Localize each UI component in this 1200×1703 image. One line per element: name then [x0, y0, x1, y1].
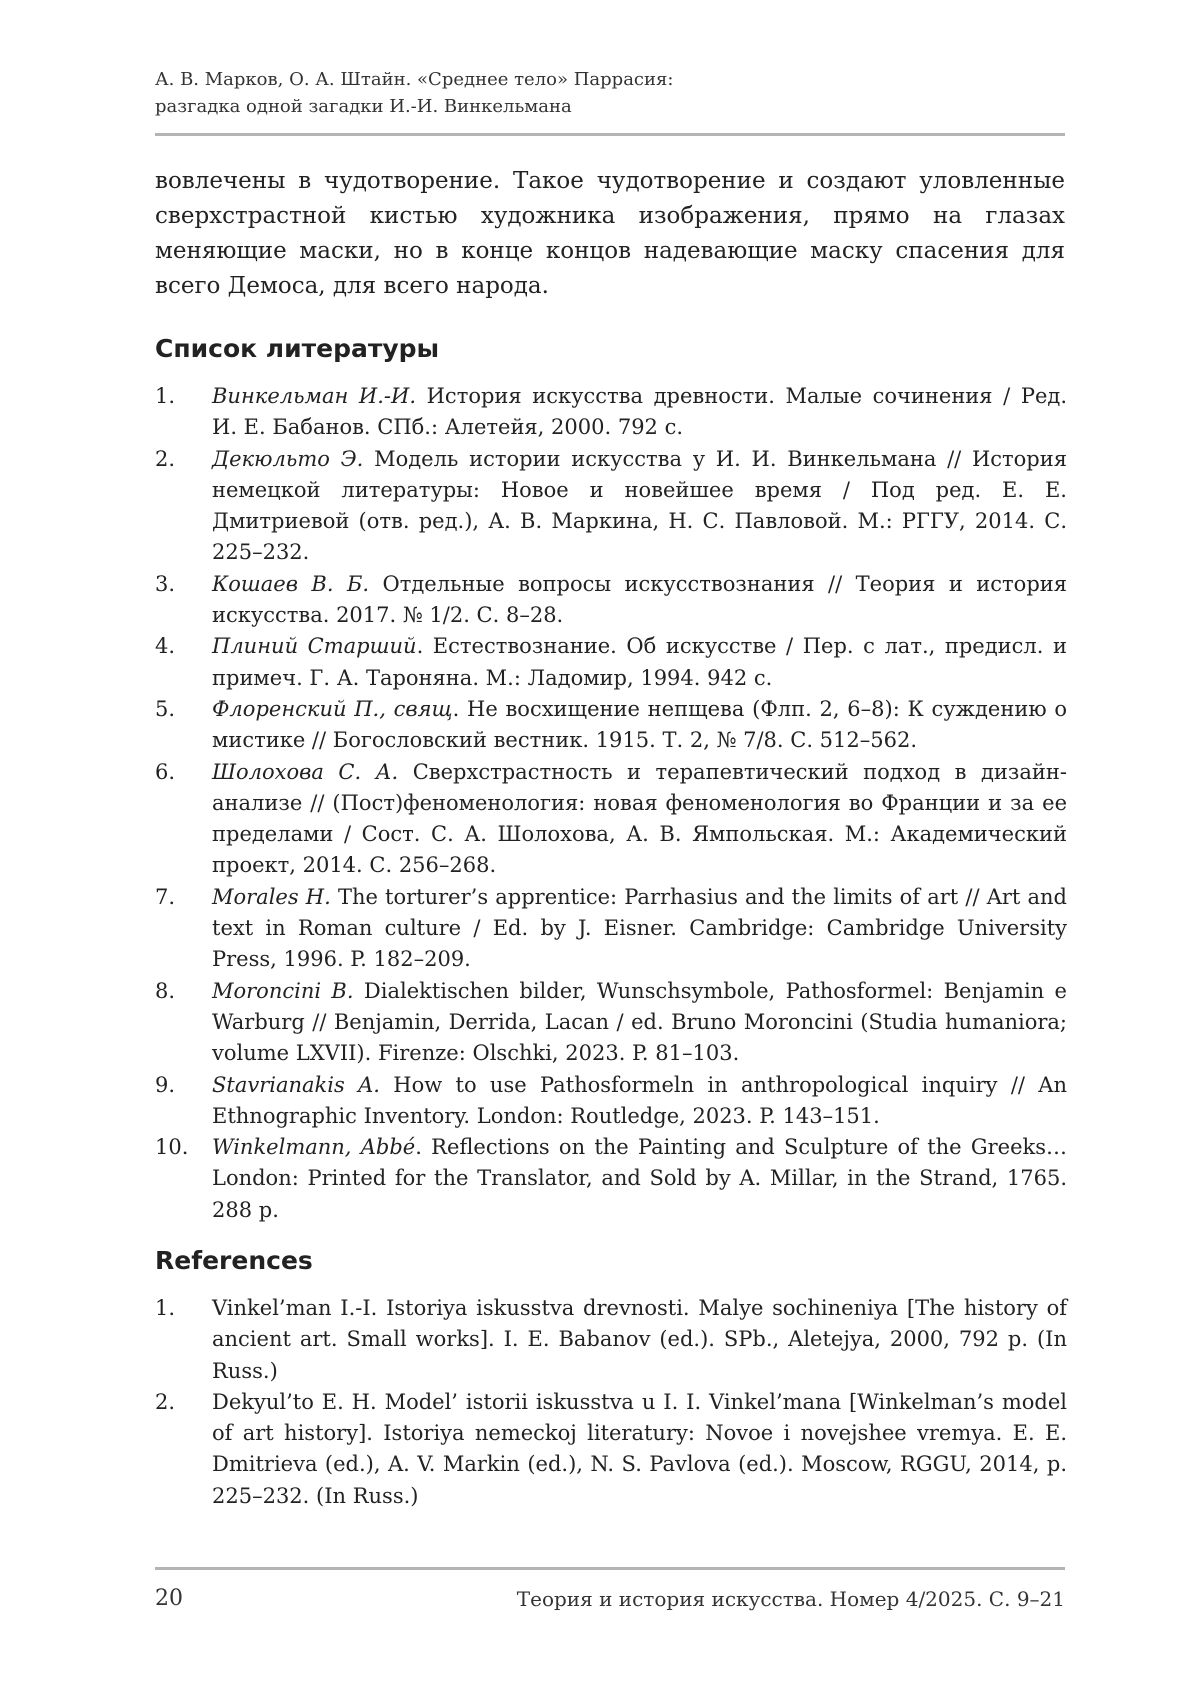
literature-item — [155, 1070, 1067, 1133]
item-author: Декюльто Э. — [212, 446, 364, 471]
item-author: Кошаев В. Б. — [212, 571, 370, 596]
item-text: The torturer’s apprentice: Parrhasius and the limits of art // Art and text in Roman culture / Ed. by J. Eisner. Cambridge: Cambridge University Press, 1996. P. 182–209. — [212, 884, 1067, 972]
item-author: Шолохова С. А. — [212, 759, 399, 784]
header-divider — [155, 133, 1065, 136]
item-text: Отдельные вопросы искусствознания // Теория и история искусства. 2017. № 1/2. С. 8–28. — [212, 571, 1068, 628]
item-number: 4. — [155, 634, 176, 659]
item-number: 8. — [155, 978, 176, 1003]
literature-list — [155, 381, 1067, 1226]
item-text: Dekyul’to E. H. Model’ istorii iskusstva u I. I. Vinkel’mana [Winkelman’s model of art history]. Istoriya nemeckoj literatury: Novoe i novejshee vremya. E. E. Dmitrieva (ed.), A. V. Markin (ed.), N. S. Pavlova (ed.). Moscow, RGGU, 2014, p. 225–232. (In Russ.) — [212, 1389, 1067, 1508]
item-number: 2. — [155, 1389, 176, 1414]
literature-item — [155, 757, 1067, 882]
item-number: 9. — [155, 1072, 176, 1097]
literature-item — [155, 569, 1067, 632]
literature-item — [155, 444, 1067, 569]
literature-item — [155, 1132, 1067, 1226]
item-number: 7. — [155, 884, 176, 909]
item-author: Moroncini B. — [212, 978, 354, 1003]
item-author: Stavrianakis A. — [212, 1072, 380, 1097]
item-author: Винкельман И.-И. — [212, 384, 417, 408]
item-author: Morales H. — [212, 884, 331, 909]
item-text: Vinkel’man I.-I. Istoriya iskusstva drevnosti. Malye sochineniya [The history of ancient art. Small works]. I. E. Babanov (ed.). SPb., Aletejya, 2000, 792 p. (In Russ.) — [212, 1296, 1067, 1383]
item-text: История искусства древности. Малые сочинения / Ред. И. Е. Бабанов. СПб.: Алетейя, 2000. 792 с. — [212, 384, 1068, 440]
item-number: 1. — [155, 384, 176, 408]
item-text: Dialektischen bilder, Wunschsymbole, Pathosformel: Benjamin e Warburg // Benjamin, Derrida, Lacan / ed. Bruno Moroncini (Studia humaniora; volume LXVII). Firenze: Olschki, 2023. P. 81–103. — [212, 978, 1067, 1066]
item-number: 3. — [155, 571, 176, 596]
literature-item — [155, 631, 1067, 694]
item-text: . Естествознание. Об искусстве / Пер. с лат., предисл. и примеч. Г. А. Тароняна. М.: Ладомир, 1994. 942 с. — [212, 634, 1068, 690]
journal-info: Теория и история искусства. Номер 4/2025. С. 9–21 — [516, 1587, 1065, 1611]
item-text: . Не восхищение непщева (Флп. 2, 6–8): К суждению о мистике // Богословский вестник. 1915. Т. 2, № 7/8. С. 512–562. — [212, 696, 1067, 753]
literature-item — [155, 381, 1067, 444]
reference-item — [155, 1293, 1067, 1387]
item-text: . Reflections on the Painting and Sculpture of the Greeks… London: Printed for the Translator, and Sold by A. Millar, in the Strand, 1765. 288 p. — [212, 1135, 1067, 1222]
body-paragraph: вовлечены в чудотворение. Такое чудотворение и создают уловленные сверхстрастной кистью художника изображения, прямо на глазах меняющие маски, но в конце концов надевающие маску спасения для всего Демоса, для всего народа. — [155, 168, 1065, 299]
item-text: Модель истории искусства у И. И. Винкельмана // История немецкой литературы: Новое и новейшее время / Под ред. Е. Е. Дмитриевой (отв. ред.), А. В. Маркина, Н. С. Павловой. М.: РГГУ, 2014. С. 225–232. — [212, 446, 1067, 565]
literature-heading: Список литературы — [155, 334, 440, 363]
item-number: 5. — [155, 696, 176, 721]
item-number: 1. — [155, 1296, 176, 1320]
item-text: How to use Pathosformeln in anthropological inquiry // An Ethnographic Inventory. London: Routledge, 2023. P. 143–151. — [212, 1072, 1067, 1128]
header-line-2: разгадка одной загадки И.-И. Винкельмана — [155, 96, 572, 117]
references-list — [155, 1293, 1067, 1512]
header-line-1: А. В. Марков, О. А. Штайн. «Среднее тело» Паррасия: — [155, 69, 674, 90]
footer-divider — [155, 1567, 1065, 1570]
reference-item — [155, 1387, 1067, 1512]
running-header — [155, 66, 1065, 120]
references-heading: References — [155, 1246, 313, 1275]
literature-item — [155, 976, 1067, 1070]
item-author: Winkelmann, Abbé — [212, 1135, 416, 1160]
item-author: Плиний Старший — [212, 634, 417, 659]
literature-item — [155, 882, 1067, 976]
item-number: 6. — [155, 759, 176, 784]
item-number: 2. — [155, 446, 176, 471]
item-author: Флоренский П., свящ — [212, 696, 453, 721]
item-text: Сверхстрастность и терапевтический подход в дизайн-анализе // (Пост)феноменология: новая феноменология во Франции и за ее пределами / Сост. С. А. Шолохова, А. В. Ямпольская. М.: Академический проект, 2014. С. 256–268. — [212, 759, 1067, 878]
item-number: 10. — [155, 1135, 189, 1160]
page-number: 20 — [155, 1586, 183, 1611]
literature-item — [155, 694, 1067, 757]
